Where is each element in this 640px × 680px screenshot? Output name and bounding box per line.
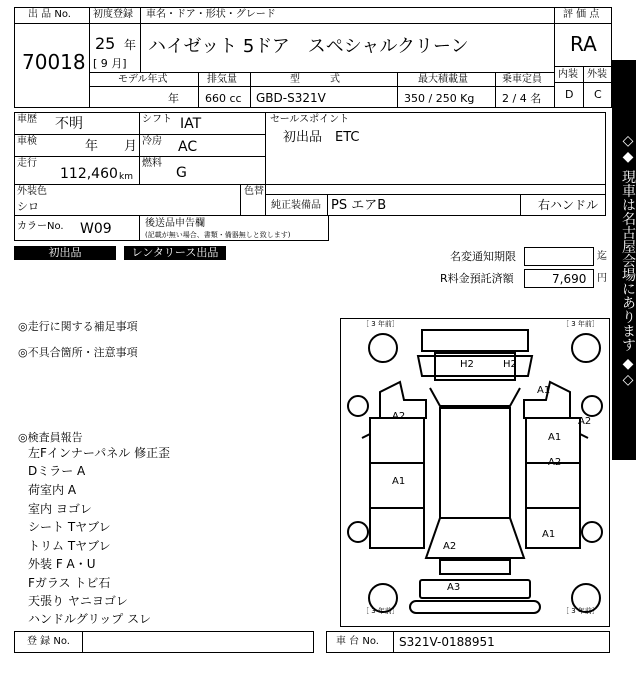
car-info-label: 車名・ドア・形状・グレード — [146, 9, 276, 20]
damage-mark: A1 — [537, 385, 551, 396]
mileage-unit: km — [119, 172, 133, 182]
car-diagram-outline — [340, 318, 610, 627]
model: GBD-S321V — [256, 91, 326, 105]
inspector-item: 左Fインナーパネル 修正歪 — [28, 446, 171, 460]
reg-no-label: 登 録 No. — [27, 636, 70, 647]
first-listing-badge: 初出品 — [14, 246, 116, 260]
displacement: 660 cc — [205, 92, 242, 105]
inspector-item: Dミラー A — [28, 464, 86, 478]
history: 不明 — [55, 116, 83, 132]
diagram-corner-tr: ［ 3 年前］ — [562, 320, 599, 328]
inspector-item: ハンドルグリップ スレ — [28, 612, 152, 626]
damage-mark: A2 — [548, 457, 562, 468]
inspection: 年 月 — [85, 139, 138, 154]
damage-mark: H2 — [460, 359, 474, 370]
diagram-corner-br: ［ 3 年前］ — [562, 607, 599, 615]
ac-label: 冷房 — [142, 136, 162, 147]
inspector-item: 荷室内 A — [28, 483, 77, 497]
reg-year: 25 — [95, 34, 116, 53]
first-reg-label: 初度登録 — [93, 9, 133, 20]
color-no: W09 — [80, 221, 112, 237]
inspector-item: 室内 ヨゴレ — [28, 502, 92, 516]
damage-mark: A1 — [392, 476, 406, 487]
equip: PS エアB — [331, 198, 387, 213]
mileage: 112,460 — [60, 166, 118, 182]
inspector-heading: ◎検査員報告 — [18, 431, 83, 444]
recycle: 7,690 — [552, 272, 587, 286]
ac: AC — [178, 139, 198, 155]
shift: IAT — [180, 116, 202, 132]
car-name: ハイゼット 5ドア スペシャルクリーン — [148, 36, 469, 57]
damage-mark: A1 — [542, 529, 556, 540]
deadline-unit: 迄 — [597, 251, 607, 262]
equip-label: 純正装備品 — [271, 200, 321, 211]
rating: RA — [570, 32, 597, 56]
damage-mark: A2 — [578, 416, 592, 427]
damage-mark: H2 — [503, 359, 517, 370]
model-label: 型 式 — [290, 74, 340, 85]
history-label: 車歴 — [17, 114, 37, 125]
recycle-label: R料金預託済額 — [440, 272, 514, 285]
damage-mark: A3 — [447, 582, 461, 593]
color-no-label: カラーNo. — [17, 221, 64, 232]
rating-label: 評 価 点 — [563, 9, 600, 20]
damage-mark: A2 — [392, 411, 406, 422]
model-year-label: モデル年式 — [118, 74, 168, 85]
load-label: 最大積載量 — [418, 74, 468, 85]
lot-no-label: 出 品 No. — [28, 9, 71, 20]
interior-label: 内装 — [558, 69, 578, 80]
fuel: G — [176, 165, 187, 181]
diagram-corner-tl: ［ 3 年前］ — [362, 320, 399, 328]
sales: 初出品 ETC — [283, 130, 360, 145]
lot-no: 70018 — [22, 50, 86, 74]
exterior-grade: C — [594, 88, 602, 101]
defects-heading: ◎不具合箇所・注意事項 — [18, 346, 138, 359]
damage-mark: A2 — [443, 541, 457, 552]
supplement-heading: ◎走行に関する補足事項 — [18, 320, 138, 333]
exterior-label: 外装 — [587, 69, 607, 80]
chassis: S321V-0188951 — [399, 635, 495, 649]
model-year-unit: 年 — [168, 92, 179, 105]
reg-year-unit: 年 — [124, 38, 137, 52]
mileage-label: 走行 — [17, 158, 37, 169]
inspector-item: 外装 F A・U — [28, 557, 96, 571]
location-banner: ◇◆ 現車は名古屋会場にあります ◆◇ — [612, 60, 636, 460]
inspector-item: トリム Tヤブレ — [28, 539, 111, 553]
inspection-label: 車検 — [17, 136, 37, 147]
load: 350 / 250 Kg — [404, 92, 475, 105]
displacement-label: 排気量 — [207, 74, 237, 85]
recolor-label: 色替 — [244, 186, 264, 197]
color-label: 外装色 — [17, 186, 47, 197]
chassis-label: 車 台 No. — [336, 636, 379, 647]
deadline-field — [524, 247, 594, 266]
sales-label: セールスポイント — [270, 114, 350, 125]
deadline-label: 名変通知期限 — [450, 250, 516, 263]
diagram-corner-bl: ［ 3 年前］ — [362, 607, 399, 615]
rental-lease-badge: レンタリース出品 — [124, 246, 226, 260]
shift-label: シフト — [142, 114, 172, 125]
capacity: 2 / 4 名 — [502, 92, 542, 105]
damage-mark: A1 — [548, 432, 562, 443]
inspector-item: Fガラス トビ石 — [28, 576, 111, 590]
interior-grade: D — [565, 88, 574, 101]
recycle-unit: 円 — [597, 273, 607, 284]
fuel-label: 燃料 — [142, 158, 162, 169]
reg-month: [ 9 月] — [93, 57, 127, 70]
capacity-label: 乗車定員 — [502, 74, 542, 85]
inspector-item: 天張り ヤニヨゴレ — [28, 594, 128, 608]
color: シロ — [17, 200, 39, 213]
inspector-item: シート Tヤブレ — [28, 520, 111, 534]
handle: 右ハンドル — [538, 198, 599, 212]
reg-note: (記載が無い場合、書類・備器無しと致します) — [145, 231, 291, 239]
reg-label: 後送品申告欄 — [145, 218, 205, 229]
